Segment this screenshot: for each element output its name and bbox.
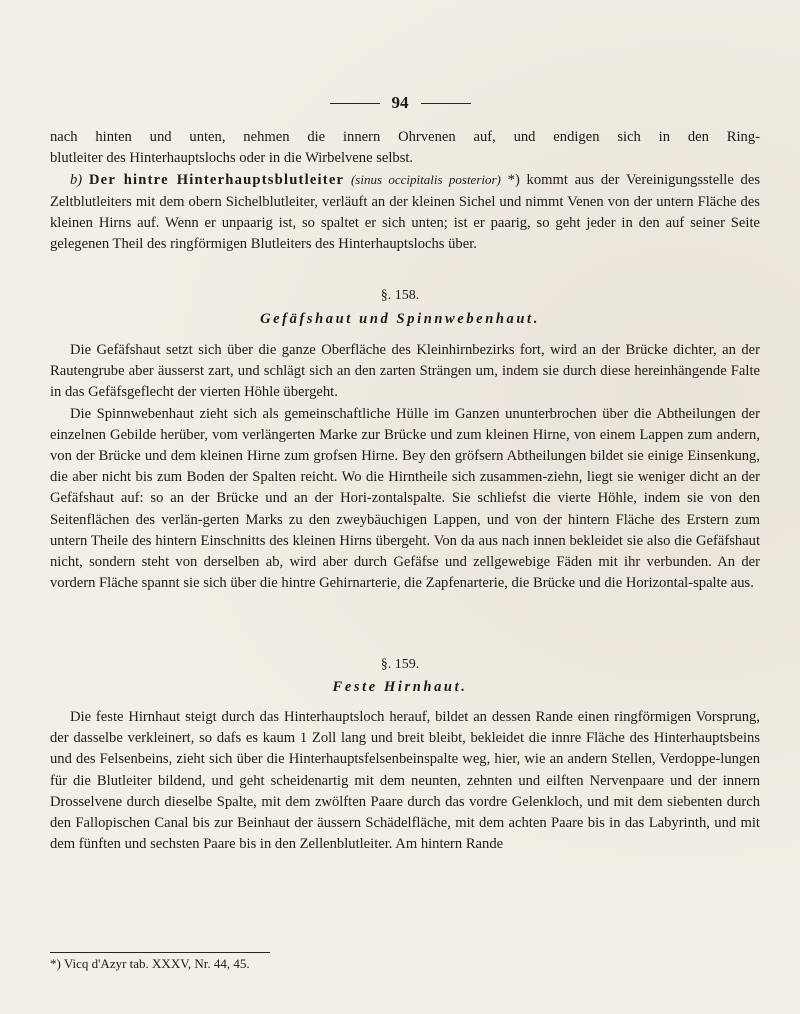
header-rule-right <box>421 103 471 104</box>
header-rule-left <box>330 103 380 104</box>
text-line: nach hinten und unten, nehmen die innern Ohrvenen auf, und endigen sich in den Ring- <box>50 129 760 145</box>
section-title-159: Feste Hirnhaut. <box>332 679 468 695</box>
section-number-159: §. 159. <box>380 657 420 672</box>
paragraph: Die Spinnwebenhaut zieht sich als gemeinschaftliche Hülle im Ganzen ununterbrochen über die Abtheilungen der einzelnen Gebilde herüber, vom verlängerten Marke zur Brücke und zum kleinen Hirne, von einem Lappen zum andern, von der Brücke und dem kleinen Hirne zum grofsen Hirne. Bey den gröfsern Abtheilungen bildet sie einige Einsenkung, die aber nicht bis zum Boden der Spalten reicht. Wo die Hirntheile sich zusammen-ziehn, liegt sie weniger dicht an der Gefäfshaut auf: so an der Brücke und an der Hori-zontalspalte. Sie schliefst die vierte Höhle, indem sie von den Seitenflächen des verlän-gerten Marks zu den zweybäuchigen Lappen, und von der hintern Fläche des Erstern zum untern Theile des hintern Einschnitts des kleinen Hirns übergeht. Von da aus nach innen bekleidet sie also die Gefäfshaut nicht, sondern steht von derselben ab, wird aber durch Gefäfse und zellgewebige Fäden mit ihr verbunden. An der vordern Fläche spannt sie sich über die hintre Gehirnarterie, die Zapfenarterie, die Brücke und die Horizontal-spalte aus. <box>50 405 760 592</box>
item-label: b) <box>70 172 83 189</box>
latin-term: (sinus occipitalis posterior) <box>350 172 501 188</box>
paragraph: Die Gefäfshaut setzt sich über die ganze Oberfläche des Kleinhirnbezirks fort, wird an der Brücke dichter, an der Rautengrube aber äusserst zart, und schlägt sich an den zarten Strängen um, indem sie durch diese hereinhängende Falte in das Gefäfsgeflecht der vierten Höhle übergeht. <box>50 342 760 401</box>
page-number: 94 <box>391 93 409 112</box>
section-159-body <box>50 707 760 855</box>
text-line: blutleiter des Hinterhauptslochs oder in die Wirbelvene selbst. <box>50 150 414 167</box>
section-title-158: Gefäfshaut und Spinnwebenhaut. <box>260 311 540 327</box>
paragraph-continuation <box>50 127 760 255</box>
term-hinterhauptsblutleiter: Der hintre Hinterhauptsblutleiter <box>88 172 345 189</box>
paragraph: Die feste Hirnhaut steigt durch das Hinterhauptsloch herauf, bildet an dessen Rande einen ringförmigen Vorsprung, der dasselbe verkleinert, so dafs es kaum 1 Zoll lang und breit bleibt, bekleidet die innre Fläche des Hinterhauptsbeins und des Felsenbeins, zieht sich über die Hinterhauptsfelsenbeinspalte weg, hier, wie an andern Stellen, Verdoppe-lungen für die Blutleiter bildend, und geht scheidenartig mit dem neunten, zehnten und eilften Nervenpaare und der innern Drosselvene durch dieselbe Spalte, mit dem zwölften Paare durch das vordre Gelenkloch, und mit dem siebenten durch den Fallopischen Canal bis zur Beinhaut der äussern Schädelfläche, mit dem achten Paare bis in das Labyrinth, und mit dem fünften und sechsten Paare bis in den Zellenblutleiter. Am hintern Rande <box>50 709 760 853</box>
footnote: *) Vicq d'Azyr tab. XXXV, Nr. 44, 45. <box>50 956 250 971</box>
section-158-body <box>50 340 760 594</box>
page-header <box>0 92 800 114</box>
paragraph-b-body: *) kommt aus der Vereinigungsstelle des Zeltblutleiters mit dem obern Sichelblutleiter, verläuft an der kleinen Sichel und nimmt Venen von der untern Fläche des kleinen Hirns auf. Wenn er unpaarig ist, so spaltet er sich unten; ist er paarig, so geht jeder in den auf seiner Seite gelegenen Theil des ringförmigen Blutleiters des Hinterhauptslochs über. <box>50 172 761 253</box>
section-number-158: §. 158. <box>380 288 420 303</box>
footnote-rule <box>50 952 270 953</box>
paragraph-b <box>50 169 760 255</box>
